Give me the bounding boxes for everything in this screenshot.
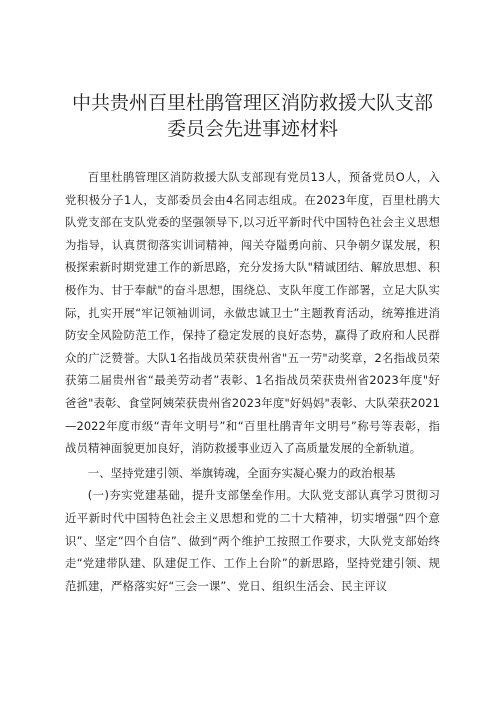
document-body: [65, 166, 440, 597]
title-line-1: 中共贵州百里杜鹃管理区消防救援大队支部: [71, 92, 433, 114]
title-line-2: 委员会先进事迹材料: [166, 118, 338, 140]
subsection-paragraph-1: (一)夯实党建基础，提升支部堡垒作用。大队党支部认真学习贯彻习近平新时代中国特色社会主义思想和党的二十大精神，切实增强“四个意识”、坚定“四个自信”、做到“两个维护工按照工作要求，大队党支部始终走“党建带队建、队建促工作、工作上台阶”的新思路，坚持党建引领、规范抓建，严格落实好“三会一课”、党日、组织生活会、民主评议: [65, 488, 440, 593]
section-heading-1: 一、坚持党建引领、举旗铸魂，全面夯实凝心聚力的政治根基: [87, 465, 396, 480]
intro-paragraph: 百里杜鹃管理区消防救援大队支部现有党员13人，预备党员O人，入党积极分子1人，支部委员会由4名同志组成。在2023年度，百里杜鹃大队党支部在支队党委的坚强领导下,以习近平新时代中国特色社会主义思想为指导，认真贯彻落实训词精神，闯关夺隘勇向前、只争朝夕谋发展，积极探索新时期党建工作的新思路，充分发扬大队"精诚团结、解放思想、积极作为、甘于奉献"的奋斗思想，围绕总、支队年度工作部署，立足大队实际，扎实开展“牢记领袖训词，永做忠诚卫士”主题教育活动，统筹推进消防安全风险防范工作，保持了稳定发展的良好态势，赢得了政府和人民群众的广泛赞誉。大队1名指战员荣获贵州省"五一劳"动奖章，2名指战员荣获第二届贵州省“最美劳动者”表彰、1名指战员荣获贵州省2023年度"好爸爸"表彰、食堂阿姨荣获贵州省2023年度"好妈妈"表彰、大队荣获2021—2022年度市级“青年文明号”和“百里杜鹃青年文明号”称号等表彰，指战员精神面貌更加良好，消防救援事业迈入了高质量发展的全新轨道。: [65, 170, 440, 456]
document-title: [65, 90, 440, 142]
